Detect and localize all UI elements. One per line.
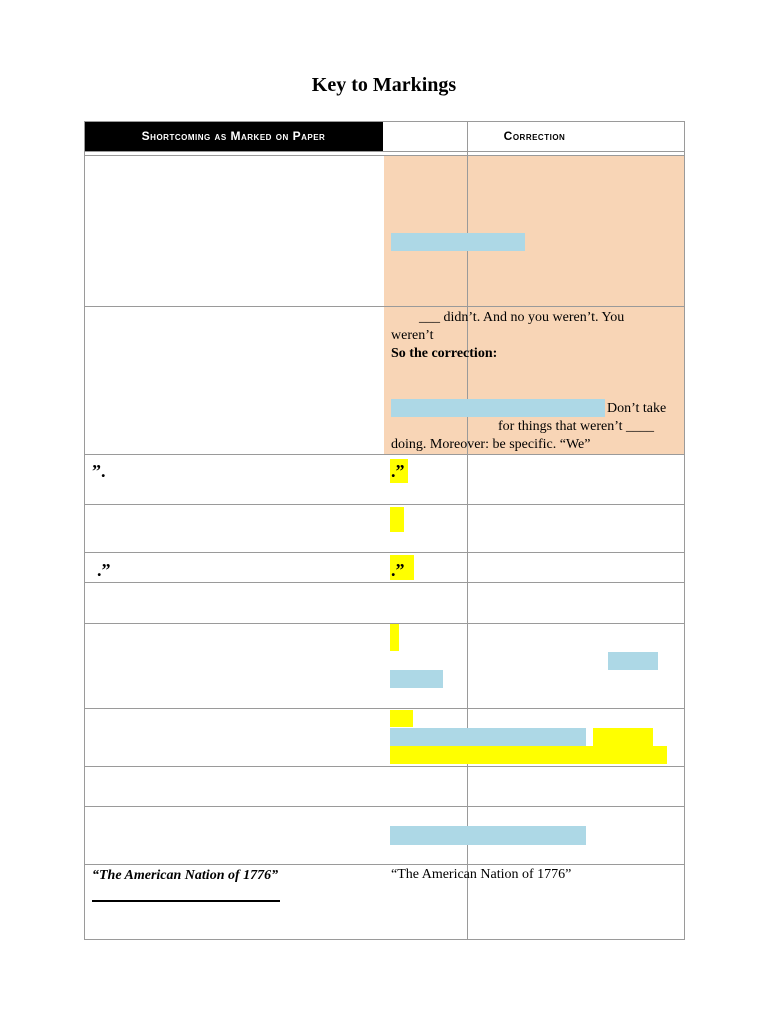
row-divider (84, 708, 685, 709)
row-divider (84, 552, 685, 553)
yellow-highlight (390, 746, 667, 764)
correction-text: weren’t (391, 328, 434, 343)
row-divider (84, 766, 685, 767)
row-divider (84, 864, 685, 865)
row-divider (84, 623, 685, 624)
title-underline (92, 900, 280, 902)
yellow-highlight (390, 624, 399, 651)
correction-text: Don’t take (607, 401, 667, 416)
table-border (84, 121, 685, 940)
row-divider (84, 504, 685, 505)
yellow-highlight (593, 728, 653, 747)
blue-highlight (608, 652, 658, 670)
page-title: Key to Markings (311, 74, 457, 96)
row-divider (84, 582, 685, 583)
correction-text: for things that weren’t ____ (498, 419, 655, 434)
row-divider (84, 306, 685, 307)
shortcoming-mark: ”. (92, 461, 106, 481)
shortcoming-mark: .” (97, 560, 111, 580)
row-divider (84, 806, 685, 807)
blue-highlight (390, 728, 586, 747)
blue-highlight (391, 399, 605, 417)
correction-label: So the correction: (391, 346, 498, 361)
book-title-italic: “The American Nation of 1776” (92, 868, 279, 883)
row-divider (84, 155, 685, 156)
row-divider (84, 454, 685, 455)
blue-highlight (390, 826, 586, 845)
blue-highlight (391, 233, 525, 251)
header-correction: Correction (503, 129, 566, 143)
yellow-highlight (390, 507, 404, 532)
correction-text: doing. Moreover: be specific. “We” (391, 437, 591, 452)
yellow-highlight (390, 710, 413, 727)
markings-table (84, 121, 685, 940)
header-shortcoming: Shortcoming as Marked on Paper (84, 121, 383, 151)
correction-text: ___ didn’t. And no you weren’t. You (419, 310, 625, 325)
blue-highlight (390, 670, 443, 688)
correction-mark: .” (391, 560, 405, 580)
book-title-corrected: “The American Nation of 1776” (391, 867, 572, 882)
row-divider (84, 151, 685, 152)
correction-mark: .” (391, 461, 405, 481)
